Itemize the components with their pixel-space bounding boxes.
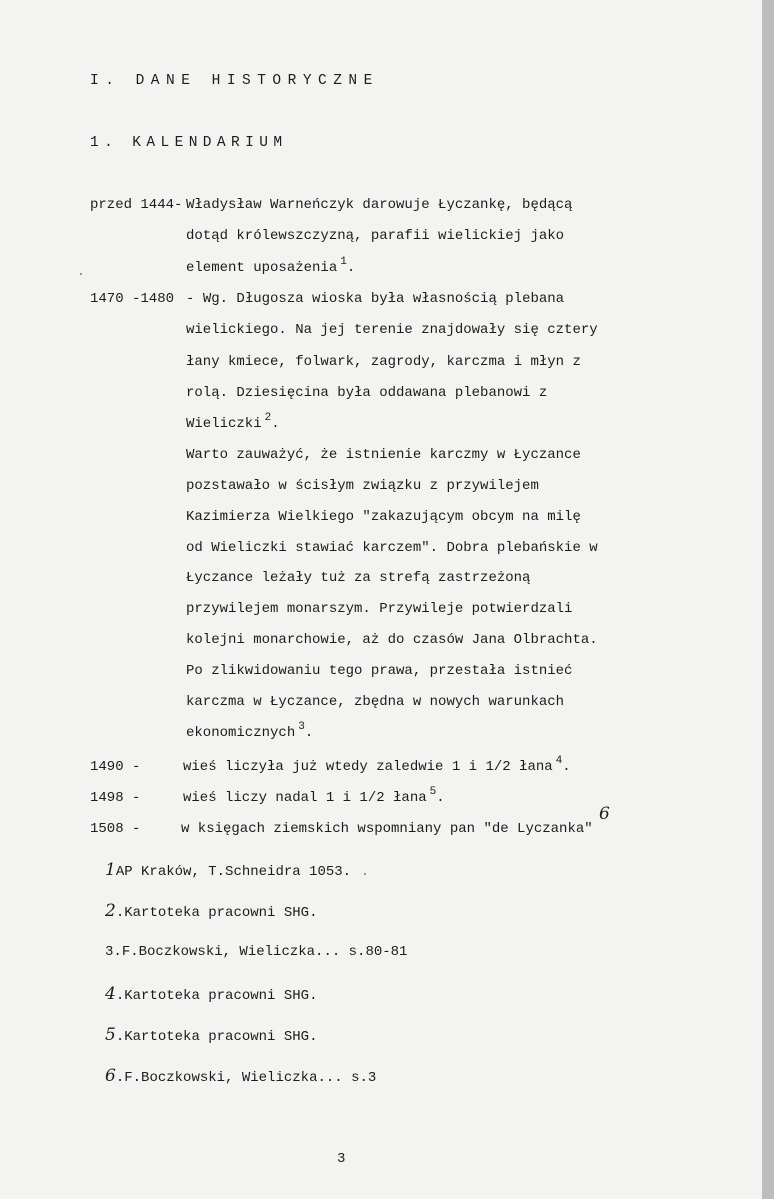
- page-number: 3: [337, 1151, 346, 1167]
- continuation-line: przywilejem monarszym. Przywileje potwierdzali: [186, 601, 573, 617]
- entry-dash: -: [132, 790, 141, 806]
- entry-dash: -: [174, 197, 183, 213]
- footnote: 5.Kartoteka pracowni SHG.: [105, 1025, 318, 1045]
- footnote-ref: 1: [340, 256, 347, 268]
- scan-speck: [364, 873, 366, 875]
- entry-line: Wieliczki $^2$.: [186, 412, 280, 432]
- entry-date: 1470 -1480: [90, 291, 175, 307]
- continuation-line: Warto zauważyć, że istnienie karczmy w Łyczance: [186, 447, 581, 463]
- handwritten-footnote-ref: 6: [599, 804, 610, 824]
- scan-speck: [80, 273, 82, 275]
- entry-line: wieś liczyła już wtedy zaledwie 1 i 1/2 łana $^4$.: [183, 755, 571, 775]
- entry-date: 1508: [90, 821, 124, 837]
- continuation-line: ekonomicznych $^3$.: [186, 721, 314, 741]
- footnote-ref: 5: [429, 786, 437, 798]
- footnote: 1AP Kraków, T.Schneidra 1053.: [105, 860, 352, 880]
- footnote-mark: 1: [105, 860, 116, 880]
- entry-line: - Wg. Długosza wioska była własnością plebana: [186, 291, 565, 307]
- continuation-line: karczma w Łyczance, zbędna w nowych warunkach: [186, 694, 565, 710]
- footnote-ref: 4: [555, 755, 563, 767]
- footnote-mark: 2: [105, 901, 116, 921]
- entry-date: przed 1444: [90, 197, 175, 213]
- continuation-line: od Wieliczki stawiać karczem". Dobra plebańskie w: [186, 540, 598, 556]
- footnote-mark: 6: [105, 1066, 116, 1086]
- footnote: 3.F.Boczkowski, Wieliczka... s.80-81: [105, 944, 408, 960]
- entry-line: Władysław Warneńczyk darowuje Łyczankę, będącą: [186, 197, 573, 213]
- footnote: 4.Kartoteka pracowni SHG.: [105, 984, 318, 1004]
- entry-line: dotąd królewszczyzną, parafii wielickiej jako: [186, 228, 565, 244]
- continuation-line: Po zlikwidowaniu tego prawa, przestała istnieć: [186, 663, 573, 679]
- entry-line: wielickiego. Na jej terenie znajdowały się cztery: [186, 322, 598, 338]
- entry-line: wieś liczy nadal 1 i 1/2 łana $^5$.: [183, 786, 445, 806]
- subsection-heading: 1. KALENDARIUM: [90, 135, 288, 151]
- footnote-mark: 4: [105, 984, 116, 1004]
- footnote-ref: 3: [298, 721, 305, 733]
- footnote-ref: 2: [264, 412, 272, 424]
- entry-date: 1498: [90, 790, 124, 806]
- entry-line: element uposażenia $^1$.: [186, 256, 356, 276]
- entry-line: łany kmiece, folwark, zagrody, karczma i młyn z: [186, 354, 581, 370]
- footnote: 2.Kartoteka pracowni SHG.: [105, 901, 318, 921]
- entry-line: w księgach ziemskich wspomniany pan "de Lyczanka": [181, 821, 593, 837]
- entry-dash: -: [132, 821, 141, 837]
- continuation-line: Łyczance leżały tuż za strefą zastrzeżoną: [186, 570, 531, 586]
- section-heading: I. DANE HISTORYCZNE: [90, 73, 379, 89]
- footnote: 6.F.Boczkowski, Wieliczka... s.3: [105, 1066, 377, 1086]
- entry-line: rolą. Dziesięcina była oddawana plebanowi z: [186, 385, 548, 401]
- entry-dash: -: [132, 759, 141, 775]
- page-edge: [762, 0, 774, 1199]
- continuation-line: pozstawało w ścisłym związku z przywilejem: [186, 478, 539, 494]
- footnote-mark: 3: [105, 944, 114, 960]
- footnote-mark: 5: [105, 1025, 116, 1045]
- entry-date: 1490: [90, 759, 124, 775]
- continuation-line: kolejni monarchowie, aż do czasów Jana Olbrachta.: [186, 632, 598, 648]
- continuation-line: Kazimierza Wielkiego "zakazującym obcym na milę: [186, 509, 581, 525]
